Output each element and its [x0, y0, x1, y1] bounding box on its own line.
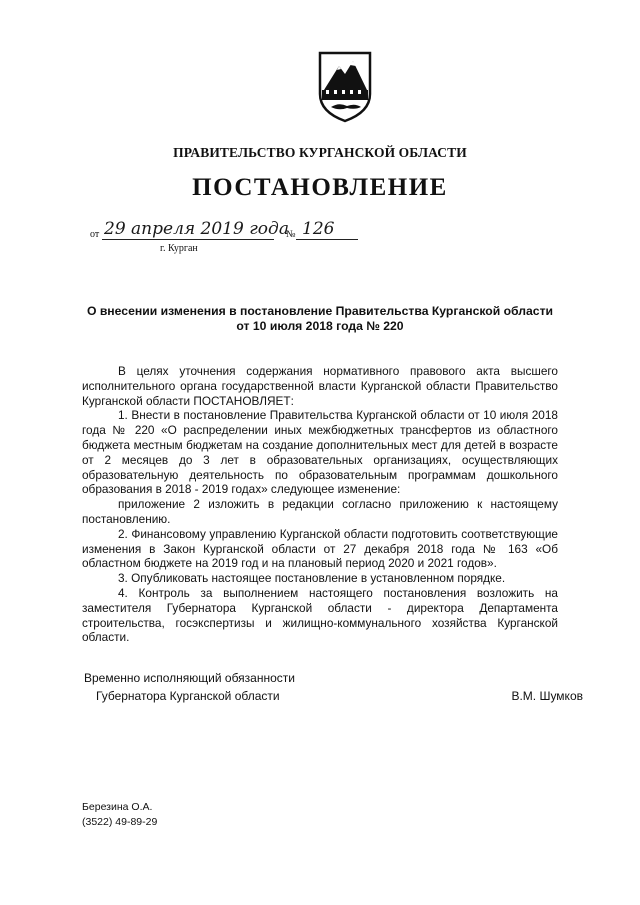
- city-label: г. Курган: [160, 243, 198, 254]
- paragraph-item-1: 1. Внести в постановление Правительства Курганской области от 10 июля 2018 года № 220 «О распределении иных межбюджетных трансфертов из областного бюджета местным бюджетам на создание дополнительных мест для детей в возрасте от 2 месяцев до 3 лет в образовательных организациях, осуществляющих образовательную деятельность по образовательным программам дошкольного образования в 2018 - 2019 годах» следующее изменение:: [82, 408, 558, 497]
- paragraph-item-1-change: приложение 2 изложить в редакции согласно приложению к настоящему постановлению.: [82, 497, 558, 526]
- paragraph-item-3: 3. Опубликовать настоящее постановление в установленном порядке.: [118, 571, 506, 586]
- position-line-1: Временно исполняющий обязанности: [84, 671, 295, 685]
- document-body: [82, 364, 558, 645]
- handwritten-date: 29 апреля 2019 года: [104, 219, 289, 239]
- paragraph-item-4: 4. Контроль за выполнением настоящего постановления возложить на заместителя Губернатора Курганской области - директора Департамента строительства, госэкспертизы и жилищно-коммунального хозяйства Курганской области.: [82, 585, 558, 645]
- document-type-title: ПОСТАНОВЛЕНИЕ: [192, 174, 448, 201]
- date-number-line: [90, 218, 370, 262]
- government-title: ПРАВИТЕЛЬСТВО КУРГАНСКОЙ ОБЛАСТИ: [173, 145, 467, 160]
- from-prefix: от: [90, 229, 100, 240]
- paragraph-preamble: В целях уточнения содержания нормативного правового акта высшего исполнительного органа государственной власти Курганской области Правительство Курганской области ПОСТАНОВЛЯЕТ:: [82, 364, 558, 408]
- document-subject: [0, 304, 640, 334]
- subject-line-1: О внесении изменения в постановление Правительства Курганской области: [86, 304, 554, 318]
- signatory-name: В.М. Шумков: [511, 689, 583, 703]
- executor-name: Березина О.А.: [82, 801, 153, 813]
- position-line-2: Губернатора Курганской области: [96, 689, 280, 703]
- signatory-position: [84, 669, 295, 705]
- executor-phone: (3522) 49-89-29: [82, 816, 158, 828]
- subject-line-2: от 10 июля 2018 года № 220: [236, 319, 404, 333]
- paragraph-item-2: 2. Финансовому управлению Курганской области подготовить соответствующие изменения в Закон Курганской области от 27 декабря 2018 года № 163 «Об областном бюджете на 2019 год и на плановый период 2020 и 2021 годов».: [82, 526, 558, 571]
- number-prefix: №: [286, 229, 296, 240]
- kurgan-region-coat-of-arms-icon: [317, 50, 373, 124]
- handwritten-number: 126: [302, 219, 335, 239]
- executor-info: [82, 800, 157, 830]
